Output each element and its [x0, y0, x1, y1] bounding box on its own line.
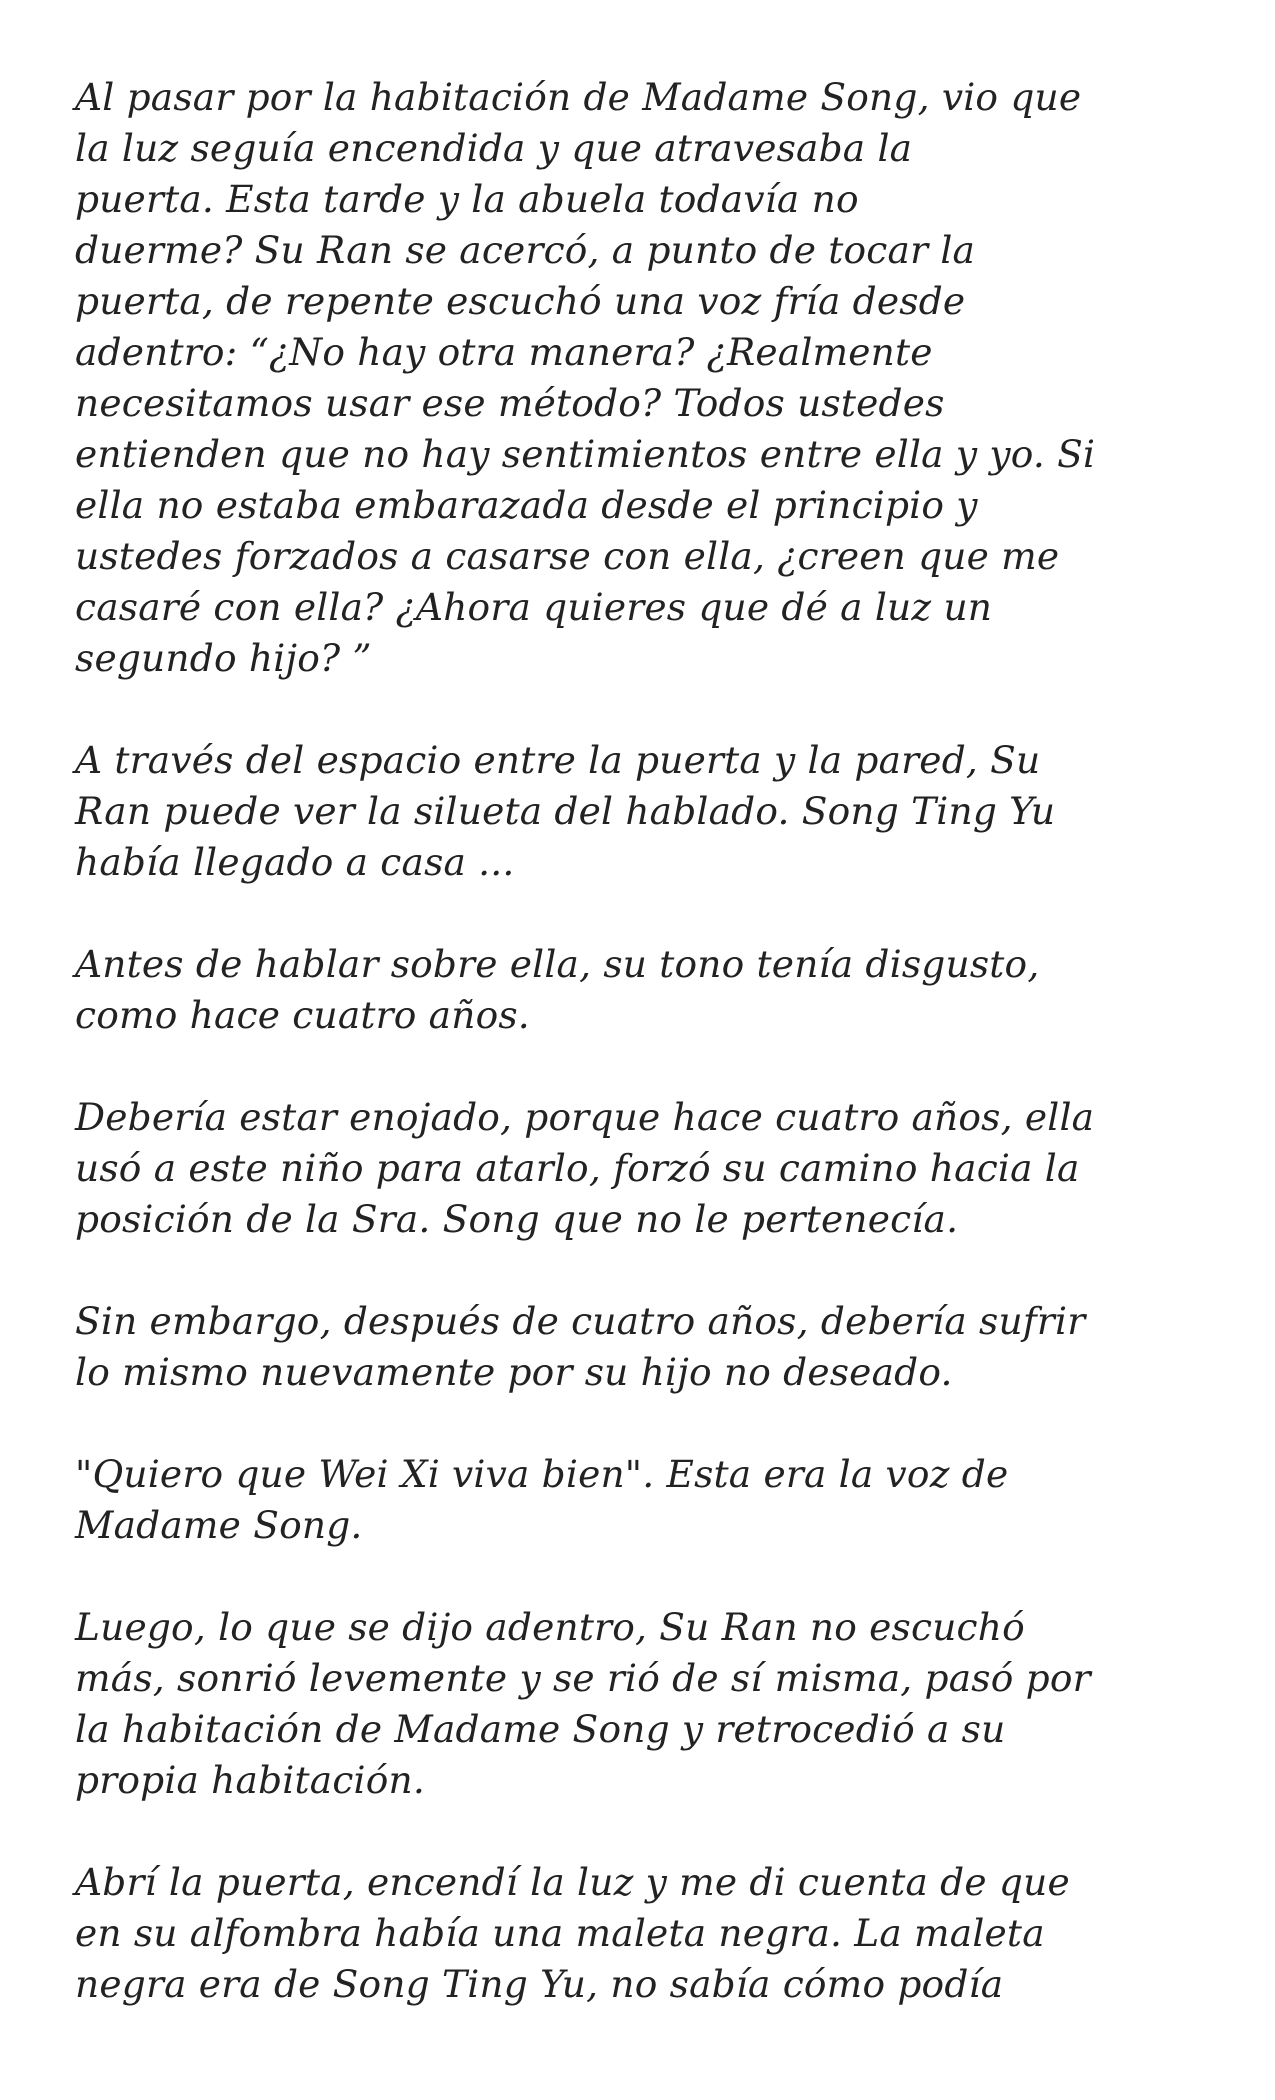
text-line: Al pasar por la habitación de Madame Song, vio que — [75, 75, 1082, 119]
text-line: necesitamos usar ese método? Todos ustedes — [75, 381, 945, 425]
text-line: había llegado a casa ... — [75, 840, 515, 884]
text-line: Antes de hablar sobre ella, su tono tenía disgusto, — [75, 942, 1040, 986]
text-line: más, sonrió levemente y se rió de sí misma, pasó por — [75, 1656, 1091, 1700]
text-line: la luz seguía encendida y que atravesaba la — [75, 126, 913, 170]
text-line: lo mismo nuevamente por su hijo no deseado. — [75, 1350, 953, 1394]
text-line: usó a este niño para atarlo, forzó su camino hacia la — [75, 1146, 1080, 1190]
text-line: casaré con ella? ¿Ahora quieres que dé a luz un — [75, 585, 993, 629]
text-line: como hace cuatro años. — [75, 993, 530, 1037]
paragraph-7 — [75, 1602, 1215, 1806]
text-line: adentro: “¿No hay otra manera? ¿Realmente — [75, 330, 933, 374]
text-line: Sin embargo, después de cuatro años, debería sufrir — [75, 1299, 1086, 1343]
text-line: Ran puede ver la silueta del hablado. Song Ting Yu — [75, 789, 1056, 833]
text-line: segundo hijo? ” — [75, 636, 372, 680]
text-line: ella no estaba embarazada desde el principio y — [75, 483, 978, 527]
paragraph-5 — [75, 1296, 1215, 1398]
text-line: A través del espacio entre la puerta y la pared, Su — [75, 738, 1041, 782]
text-line: Madame Song. — [75, 1503, 363, 1547]
text-line: propia habitación. — [75, 1758, 425, 1802]
document-page — [75, 72, 1215, 2061]
text-line: "Quiero que Wei Xi viva bien". Esta era la voz de — [75, 1452, 1009, 1496]
text-line: puerta, de repente escuchó una voz fría desde — [75, 279, 966, 323]
paragraph-6 — [75, 1449, 1215, 1551]
text-line: ustedes forzados a casarse con ella, ¿creen que me — [75, 534, 1060, 578]
text-line: Abrí la puerta, encendí la luz y me di cuenta de que — [75, 1860, 1070, 1904]
text-line: Luego, lo que se dijo adentro, Su Ran no escuchó — [75, 1605, 1025, 1649]
text-line: entienden que no hay sentimientos entre ella y yo. Si — [75, 432, 1096, 476]
text-line: negra era de Song Ting Yu, no sabía cómo podía — [75, 1962, 1004, 2006]
paragraph-8 — [75, 1857, 1215, 2010]
text-line: puerta. Esta tarde y la abuela todavía no — [75, 177, 859, 221]
text-line: posición de la Sra. Song que no le pertenecía. — [75, 1197, 959, 1241]
text-line: duerme? Su Ran se acercó, a punto de tocar la — [75, 228, 976, 272]
text-line: Debería estar enojado, porque hace cuatro años, ella — [75, 1095, 1095, 1139]
paragraph-4 — [75, 1092, 1215, 1245]
paragraph-2 — [75, 735, 1215, 888]
paragraph-1 — [75, 72, 1215, 684]
text-line: en su alfombra había una maleta negra. La maleta — [75, 1911, 1045, 1955]
paragraph-3 — [75, 939, 1215, 1041]
text-line: la habitación de Madame Song y retrocedió a su — [75, 1707, 1006, 1751]
